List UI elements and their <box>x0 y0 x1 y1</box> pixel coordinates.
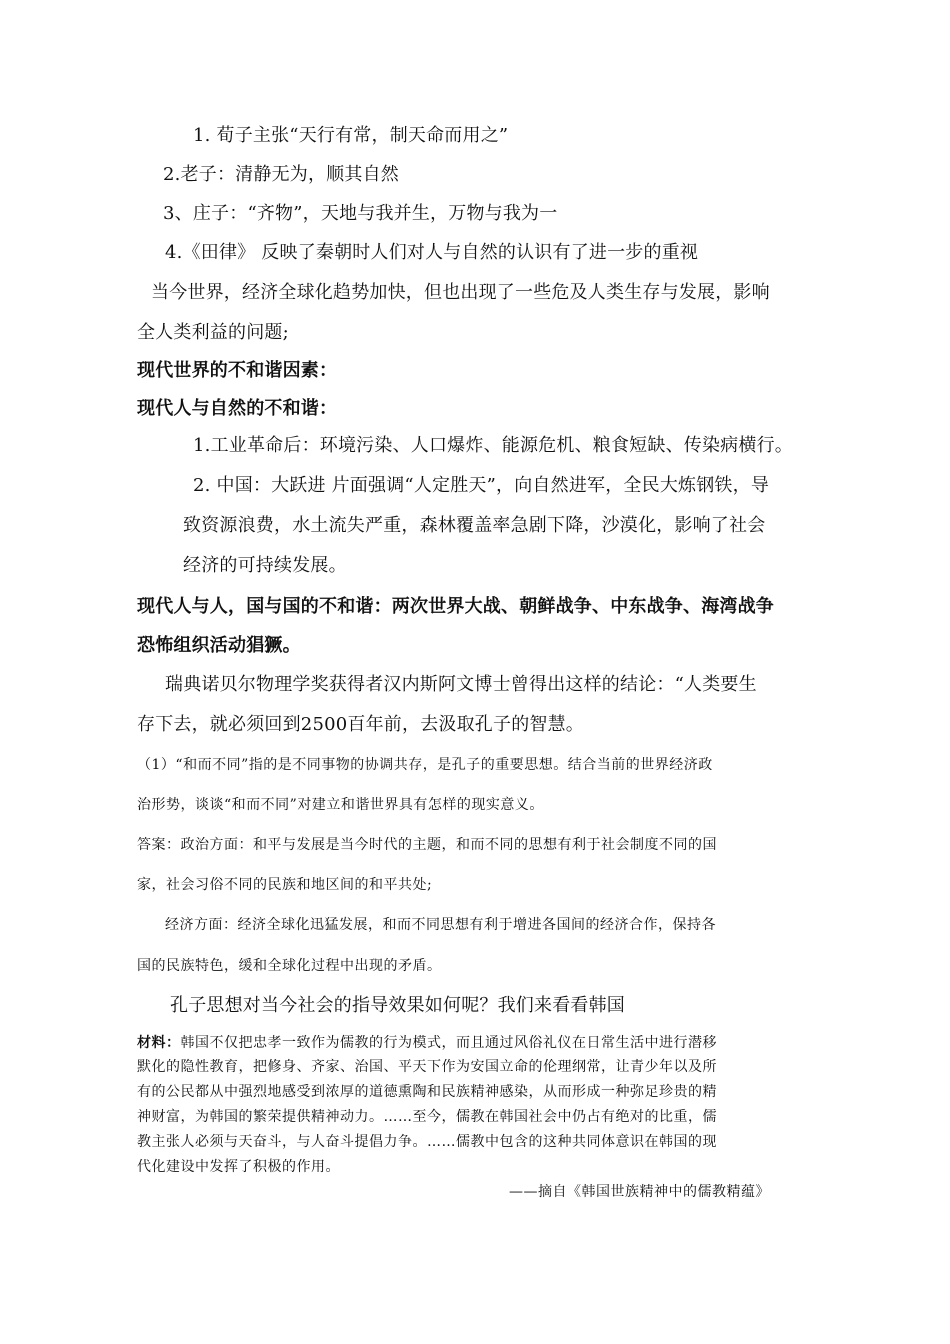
intro-line-2: 全人类利益的问题; <box>137 322 289 343</box>
list-item-tianlv: 4.《田律》 反映了秦朝时人们对人与自然的认识有了进一步的重视 <box>165 242 699 263</box>
material-line-3: 有的公民都从中强烈地感受到浓厚的道德熏陶和民族精神感染，从而形成一种弥足珍贵的精 <box>137 1084 717 1100</box>
answer-line-3: 经济方面：经济全球化迅猛发展，和而不同思想有利于增进各国间的经济合作，保持各 <box>165 917 716 933</box>
material-line-2: 默化的隐性教育，把修身、齐家、治国、平天下作为安国立命的伦理纲常，让青少年以及所 <box>137 1059 717 1075</box>
conflict-line-1: 现代人与人，国与国的不和谐：两次世界大战、朝鲜战争、中东战争、海湾战争 <box>137 596 774 617</box>
question-line-2: 治形势，谈谈“和而不同”对建立和谐世界具有怎样的现实意义。 <box>137 797 544 813</box>
material-text-1: 韩国不仅把忠孝一致作为儒教的行为模式，而且通过风俗礼仪在日常生活中进行潜移 <box>180 1035 717 1051</box>
answer-line-4: 国的民族特色，缓和全球化过程中出现的矛盾。 <box>137 958 442 974</box>
material-label: 材料： <box>137 1035 181 1051</box>
material-line-6: 代化建设中发挥了积极的作用。 <box>137 1159 340 1175</box>
nature-point-2-line-3: 经济的可持续发展。 <box>183 555 347 576</box>
nature-point-2-line-2: 致资源浪费，水土流失严重，森林覆盖率急剧下降，沙漠化，影响了社会 <box>183 515 766 536</box>
material-line-5: 教主张人必须与天奋斗，与人奋斗提倡力争。……儒教中包含的这种共同体意识在韩国的现 <box>137 1134 717 1150</box>
material-source: ——摘自《韩国世族精神中的儒教精蕴》 <box>509 1184 770 1200</box>
nature-point-1: 1.工业革命后：环境污染、人口爆炸、能源危机、粮食短缺、传染病横行。 <box>193 435 793 456</box>
question-line-1: （1）“和而不同”指的是不同事物的协调共存，是孔子的重要思想。结合当前的世界经济政 <box>137 757 713 773</box>
heading-disharmony: 现代世界的不和谐因素： <box>137 360 338 381</box>
conflict-line-2: 恐怖组织活动猖獗。 <box>137 635 301 656</box>
quote-line-2: 存下去，就必须回到2500百年前，去汲取孔子的智慧。 <box>137 714 585 735</box>
nature-point-2-line-1: 2. 中国：大跃进 片面强调“人定胜天”，向自然进军，全民大炼钢铁，导 <box>193 475 770 496</box>
list-item-xunzi: 1. 荀子主张“天行有常，制天命而用之” <box>193 125 509 146</box>
heading-nature-disharmony: 现代人与自然的不和谐： <box>137 398 338 419</box>
list-item-laozi: 2.老子：清静无为，顺其自然 <box>163 164 399 185</box>
material-line-1 <box>137 1033 717 1053</box>
list-item-zhuangzi: 3、庄子：“齐物”，天地与我并生，万物与我为一 <box>163 203 558 224</box>
transition-text: 孔子思想对当今社会的指导效果如何呢？我们来看看韩国 <box>170 995 625 1016</box>
answer-line-2: 家，社会习俗不同的民族和地区间的和平共处; <box>137 877 433 893</box>
intro-line-1: 当今世界，经济全球化趋势加快，但也出现了一些危及人类生存与发展，影响 <box>151 282 770 303</box>
material-line-4: 神财富，为韩国的繁荣提供精神动力。……至今，儒教在韩国社会中仍占有绝对的比重，儒 <box>137 1109 717 1125</box>
quote-line-1: 瑞典诺贝尔物理学奖获得者汉内斯阿文博士曾得出这样的结论：“人类要生 <box>165 674 757 695</box>
answer-line-1: 答案：政治方面：和平与发展是当今时代的主题，和而不同的思想有利于社会制度不同的国 <box>137 837 717 853</box>
